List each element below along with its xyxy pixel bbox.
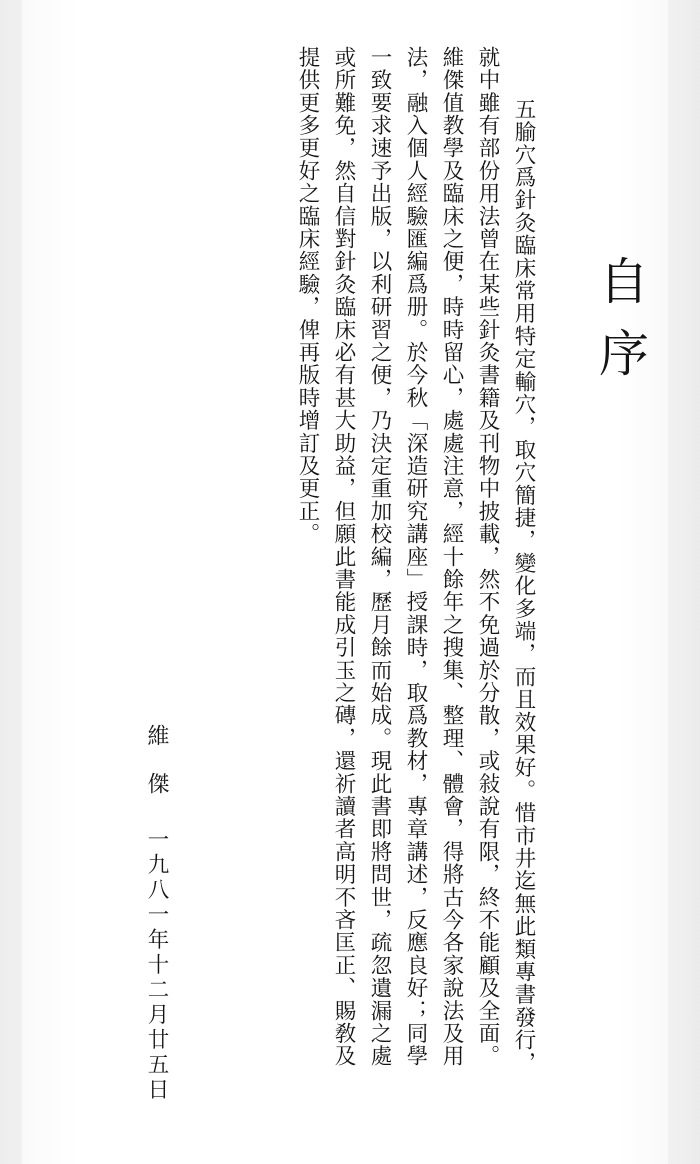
body-line-3: 維傑值教學及臨床之便，時時留心，處處注意，經十餘年之搜集、整理、體會，得將古今各家說法及用	[439, 46, 464, 1068]
body-line-7: 提供更多更好之臨床經驗，俾再版時增訂及更正。	[295, 46, 320, 546]
preface-title: 自序	[591, 255, 649, 399]
body-line-4: 法，融入個人經驗匯編爲册。於今秋「深造研究講座」授課時，取爲教材，專章講述，反應良好；同學	[403, 46, 428, 1068]
author-signature: 維傑	[144, 724, 169, 820]
body-line-1: 五腧穴爲針灸臨床常用特定輸穴，取穴簡捷，變化多端，而且效果好。惜市井迄無此類專書發行，	[511, 98, 536, 1075]
body-line-5: 一致要求速予出版，以利研習之便，乃決定重加校編，歷月餘而始成。現此書即將問世，疏忽遺漏之處	[367, 46, 392, 1068]
body-line-2: 就中雖有部份用法曾在某些針灸書籍及刊物中披載，然不免過於分散，或敍說有限，終不能顧及全面。	[475, 46, 500, 1068]
body-line-6: 或所難免，然自信對針灸臨床必有甚大助益，但願此書能成引玉之磚，還祈讀者高明不吝匡正、賜敎及	[331, 46, 356, 1068]
bleed-through-left-edge	[0, 0, 22, 1164]
signature-date: 一九八一年十二月廿五日	[144, 828, 169, 1103]
bleed-through-right-edge	[668, 0, 700, 1164]
